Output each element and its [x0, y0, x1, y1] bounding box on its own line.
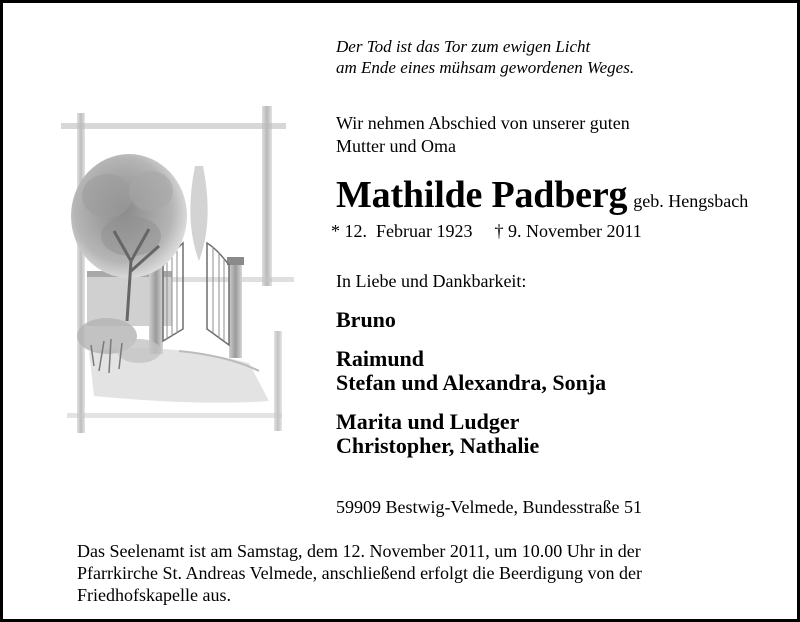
deceased-name-line — [336, 173, 748, 217]
poem-line: am Ende eines mühsam gewordenen Weges. — [336, 58, 635, 77]
birth-name: geb. Hengsbach — [633, 191, 749, 211]
intro-line: Mutter und Oma — [336, 136, 456, 156]
mourner-line: Marita und Ludger — [336, 409, 520, 434]
death-date: † 9. November 2011 — [494, 221, 642, 241]
service-line: Das Seelenamt ist am Samstag, dem 12. November 2011, um 10.00 Uhr in der — [77, 541, 641, 561]
service-line: Friedhofskapelle aus. — [77, 585, 231, 605]
intro-line: Wir nehmen Abschied von unserer guten — [336, 113, 630, 133]
mourner-group — [336, 347, 606, 395]
mourner-group — [336, 410, 539, 458]
farewell-intro — [336, 112, 630, 158]
birth-date: * 12. Februar 1923 — [331, 221, 473, 241]
service-line: Pfarrkirche St. Andreas Velmede, anschließend erfolgt die Beerdigung von der — [77, 563, 642, 583]
deceased-name: Mathilde Padberg — [336, 174, 628, 216]
family-address: 59909 Bestwig-Velmede, Bundesstraße 51 — [336, 497, 642, 517]
mourner-group — [336, 308, 396, 332]
mourners-intro: In Liebe und Dankbarkeit: — [336, 271, 527, 291]
poem-line: Der Tod ist das Tor zum ewigen Licht — [336, 37, 591, 56]
mourner-line: Raimund — [336, 346, 425, 371]
mourner-line: Stefan und Alexandra, Sonja — [336, 370, 607, 395]
life-dates — [331, 221, 642, 242]
epitaph-poem — [336, 36, 634, 78]
mourner-line: Bruno — [336, 307, 396, 332]
garden-gate-illustration-icon — [59, 101, 299, 441]
service-info — [77, 540, 777, 606]
mourner-line: Christopher, Nathalie — [336, 433, 540, 458]
